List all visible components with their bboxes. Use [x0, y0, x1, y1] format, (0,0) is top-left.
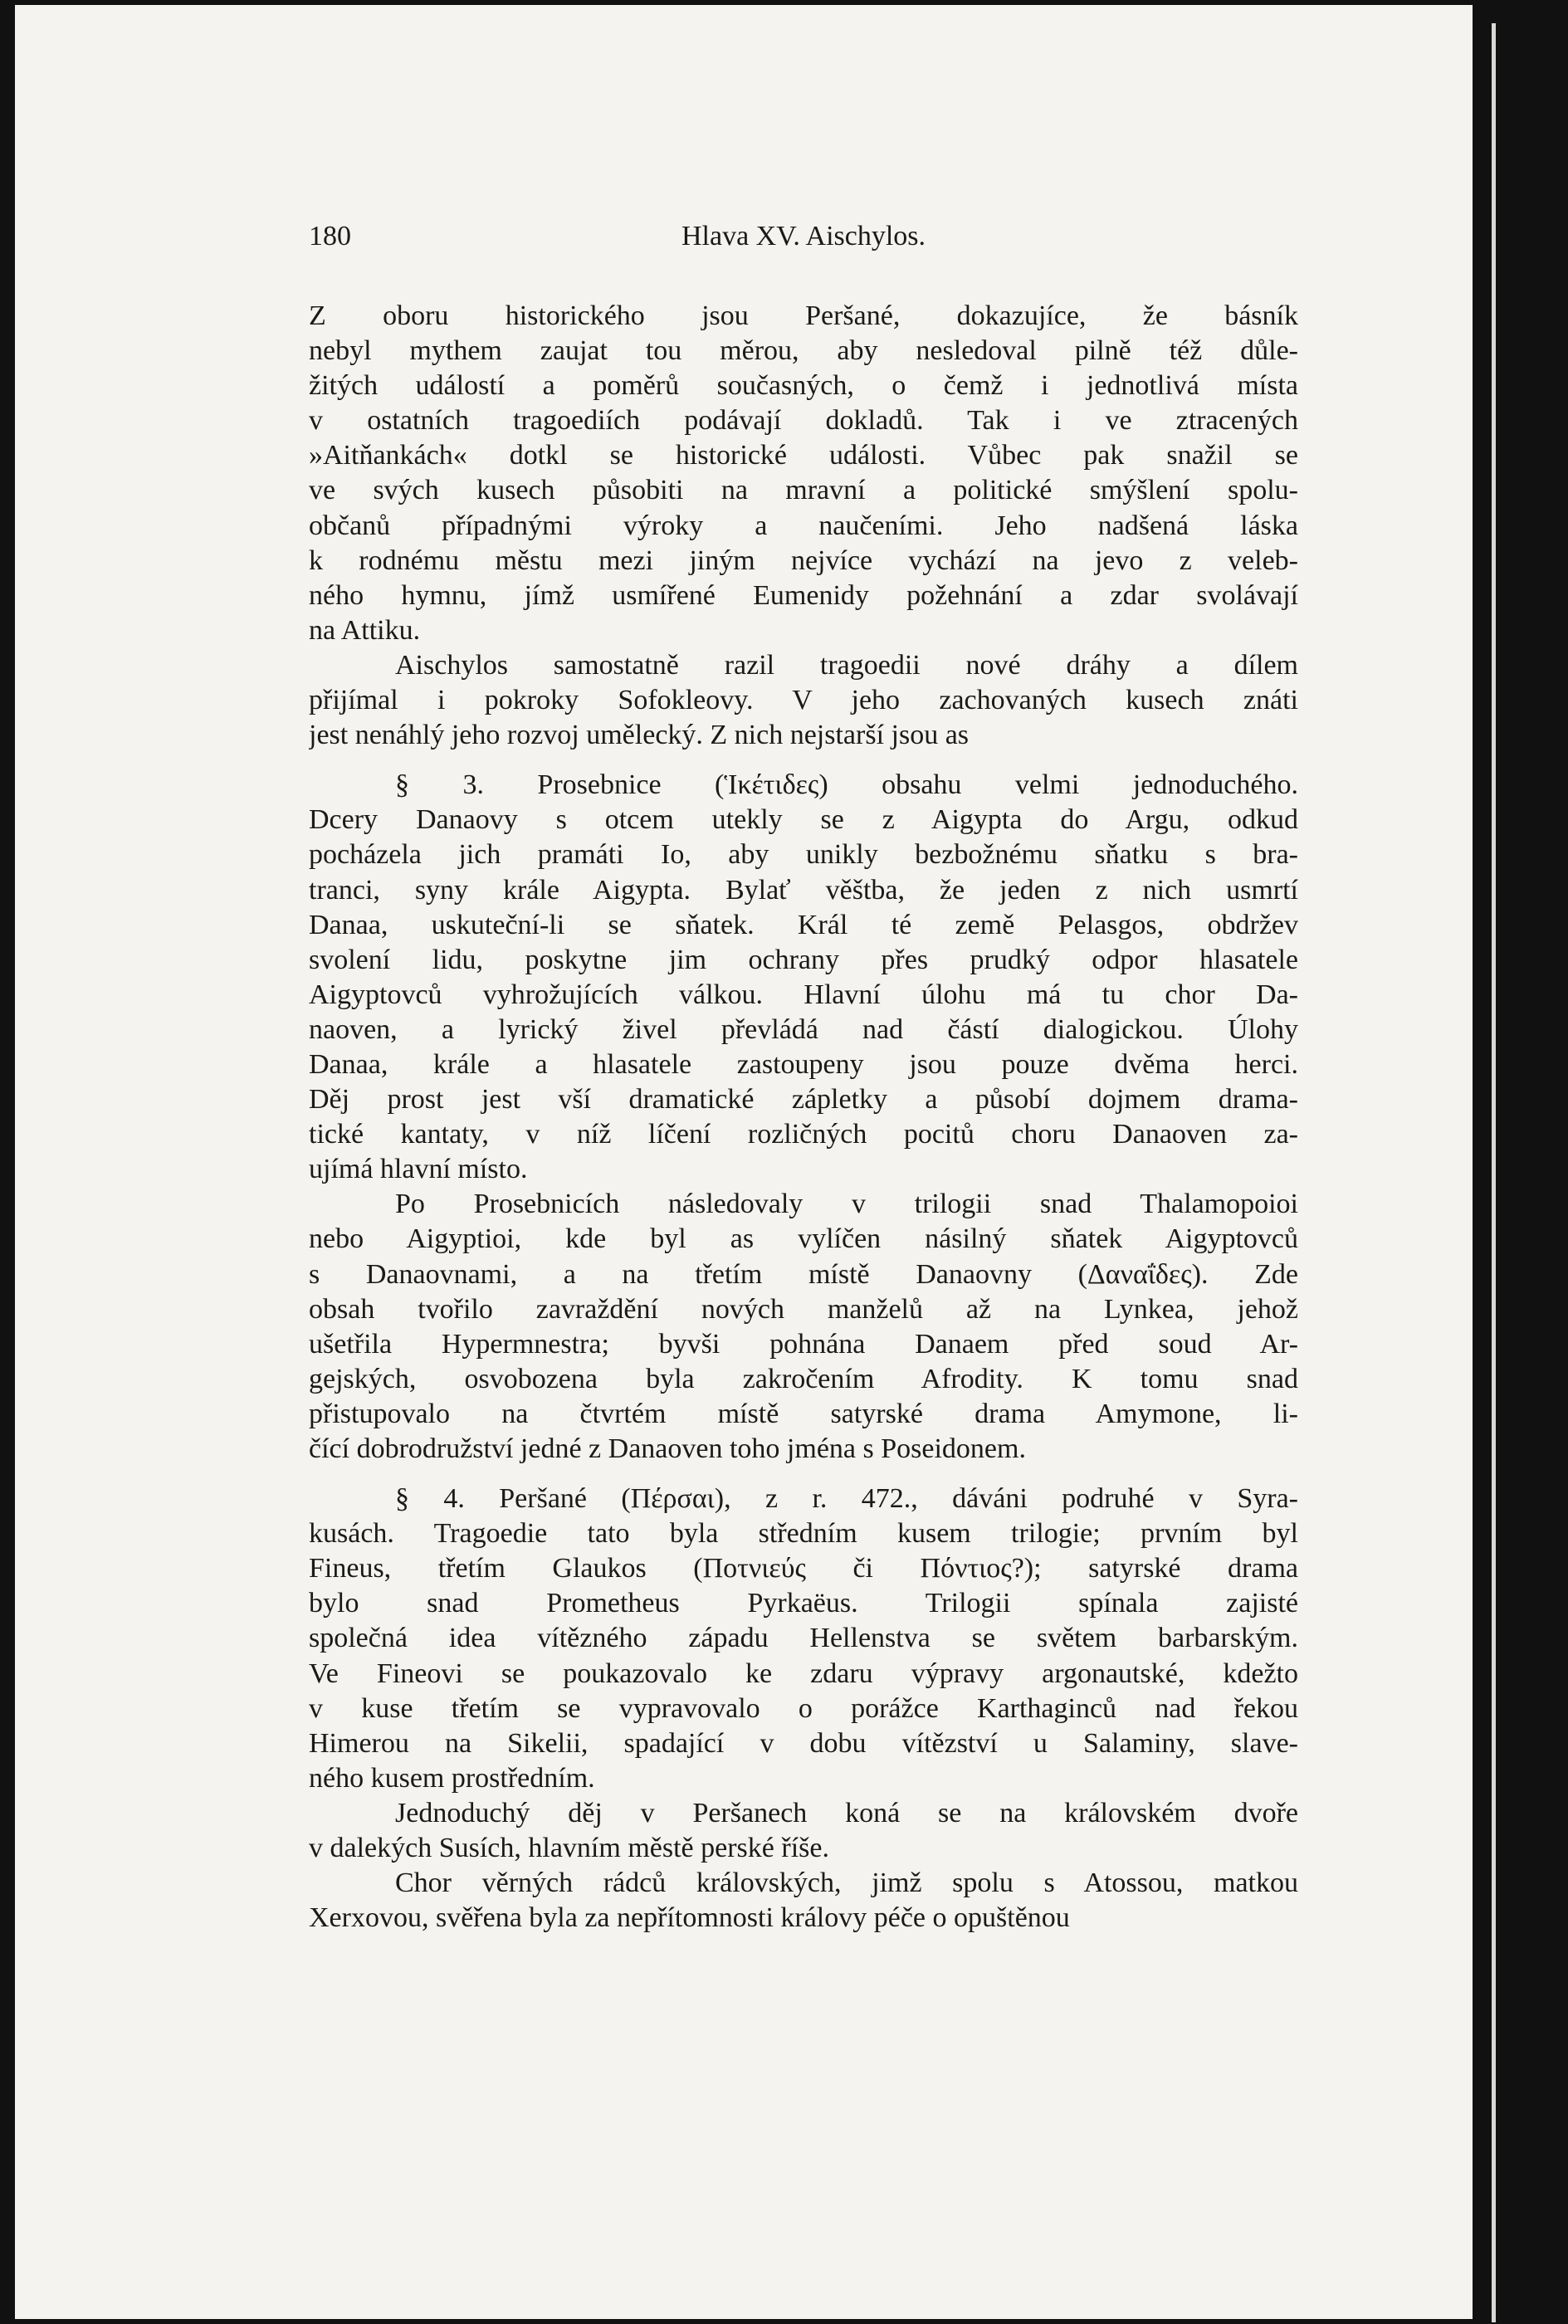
- text-line: nebyl mythem zaujat tou měrou, aby nesledoval pilně též důle-: [309, 335, 1298, 367]
- paragraph: [309, 299, 1298, 648]
- text-line: v kuse třetím se vypravovalo o porážce Karthaginců nad řekou: [309, 1692, 1298, 1724]
- text-line: přijímal i pokroky Sofokleovy. V jeho zachovaných kusech znáti: [309, 685, 1298, 716]
- text-line: § 3. Prosebnice (Ἱκέτιδες) obsahu velmi jednoduchého.: [395, 769, 1298, 801]
- text-line: v ostatních tragoediích podávají dokladů. Tak i ve ztracených: [309, 405, 1298, 437]
- page-header: [309, 214, 1298, 264]
- text-line: na Attiku.: [309, 614, 421, 646]
- text-line: v dalekých Susích, hlavním městě perské říše.: [309, 1833, 829, 1864]
- running-title: Hlava XV. Aischylos.: [681, 221, 926, 251]
- text-line: společná idea vítězného západu Hellenstva se světem barbarským.: [309, 1623, 1298, 1654]
- text-line: čící dobrodružství jedné z Danaoven toho jména s Poseidonem.: [309, 1433, 1026, 1464]
- text-line: obsah tvořilo zavraždění nových manželů až na Lynkea, jehož: [309, 1293, 1298, 1325]
- text-line: občanů případnými výroky a naučeními. Jeho nadšená láska: [309, 510, 1298, 541]
- text-line: Aischylos samostatně razil tragoedii nové dráhy a dílem: [395, 649, 1298, 681]
- paragraph: [309, 1482, 1298, 1796]
- paragraph: [309, 648, 1298, 753]
- text-line: nebo Aigyptioi, kde byl as vylíčen násilný sňatek Aigyptovců: [309, 1223, 1298, 1255]
- text-line: Danaa, krále a hlasatele zastoupeny jsou pouze dvěma herci.: [309, 1048, 1298, 1080]
- text-line: ušetřila Hypermnestra; byvši pohnána Danaem před soud Ar-: [309, 1328, 1298, 1360]
- text-line: Ve Fineovi se poukazovalo ke zdaru výpravy argonautské, kdežto: [309, 1658, 1298, 1689]
- text-line: ného hymnu, jímž usmířené Eumenidy požehnání a zdar svolávají: [309, 579, 1298, 611]
- text-line: Po Prosebnicích následovaly v trilogii snad Thalamopoioi: [395, 1189, 1298, 1220]
- text-line: Jednoduchý děj v Peršanech koná se na královském dvoře: [395, 1797, 1298, 1828]
- text-line: Himerou na Sikelii, spadající v dobu vítězství u Salaminy, slave-: [309, 1727, 1298, 1759]
- text-line: Xerxovou, svěřena byla za nepřítomnosti královy péče o opuštěnou: [309, 1902, 1070, 1934]
- text-line: k rodnému městu mezi jiným nejvíce vychází na jevo z veleb-: [309, 544, 1298, 576]
- text-line: Z oboru historického jsou Peršané, dokazujíce, že básník: [309, 300, 1298, 331]
- text-line: ve svých kusech působiti na mravní a politické smýšlení spolu-: [309, 475, 1298, 506]
- text-line: kusách. Tragoedie tato byla středním kusem trilogie; prvním byl: [309, 1518, 1298, 1550]
- text-line: ujímá hlavní místo.: [309, 1154, 528, 1185]
- text-line: tické kantaty, v níž líčení rozličných pocitů choru Danaoven za-: [309, 1119, 1298, 1150]
- text-line: Dcery Danaovy s otcem utekly se z Aigypta do Argu, odkud: [309, 804, 1298, 836]
- page-number: 180: [309, 221, 351, 251]
- page-edge-rule: [1492, 23, 1496, 2322]
- text-line: s Danaovnami, a na třetím místě Danaovny (Δαναΐδες). Zde: [309, 1258, 1298, 1290]
- text-line: »Aitňankách« dotkl se historické události. Vůbec pak snažil se: [309, 440, 1298, 471]
- text-line: svolení lidu, poskytne jim ochrany přes prudký odpor hlasatele: [309, 944, 1298, 975]
- paragraph: [309, 1796, 1298, 1866]
- text-line: Aigyptovců vyhrožujících válkou. Hlavní úlohu má tu chor Da-: [309, 979, 1298, 1010]
- text-line: žitých událostí a poměrů současných, o čemž i jednotlivá místa: [309, 370, 1298, 402]
- text-line: Děj prost jest vší dramatické zápletky a působí dojmem drama-: [309, 1084, 1298, 1116]
- text-line: tranci, syny krále Aigypta. Bylať věštba, že jeden z nich usmrtí: [309, 874, 1298, 906]
- text-line: naoven, a lyrický živel převládá nad částí dialogickou. Úlohy: [309, 1013, 1298, 1045]
- paragraph: [309, 768, 1298, 1187]
- text-line: § 4. Peršané (Πέρσαι), z r. 472., dáváni podruhé v Syra-: [395, 1483, 1298, 1515]
- text-line: Fineus, třetím Glaukos (Ποτνιεύς či Πόντιος?); satyrské drama: [309, 1553, 1298, 1584]
- body-text: [309, 299, 1298, 1936]
- text-line: přistupovalo na čtvrtém místě satyrské drama Amymone, li-: [309, 1398, 1298, 1429]
- text-line: Chor věrných rádců královských, jimž spolu s Atossou, matkou: [395, 1868, 1298, 1899]
- text-line: jest nenáhlý jeho rozvoj umělecký. Z nich nejstarší jsou as: [309, 720, 970, 751]
- paragraph: [309, 1866, 1298, 1936]
- text-line: gejských, osvobozena byla zakročením Afrodity. K tomu snad: [309, 1363, 1298, 1394]
- text-line: ného kusem prostředním.: [309, 1762, 595, 1794]
- text-line: pocházela jich pramáti Io, aby unikly bezbožnému sňatku s bra-: [309, 839, 1298, 871]
- text-line: Danaa, uskuteční-li se sňatek. Král té země Pelasgos, obdržev: [309, 909, 1298, 940]
- paragraph: [309, 1187, 1298, 1467]
- text-line: bylo snad Prometheus Pyrkaëus. Trilogii spínala zajisté: [309, 1588, 1298, 1619]
